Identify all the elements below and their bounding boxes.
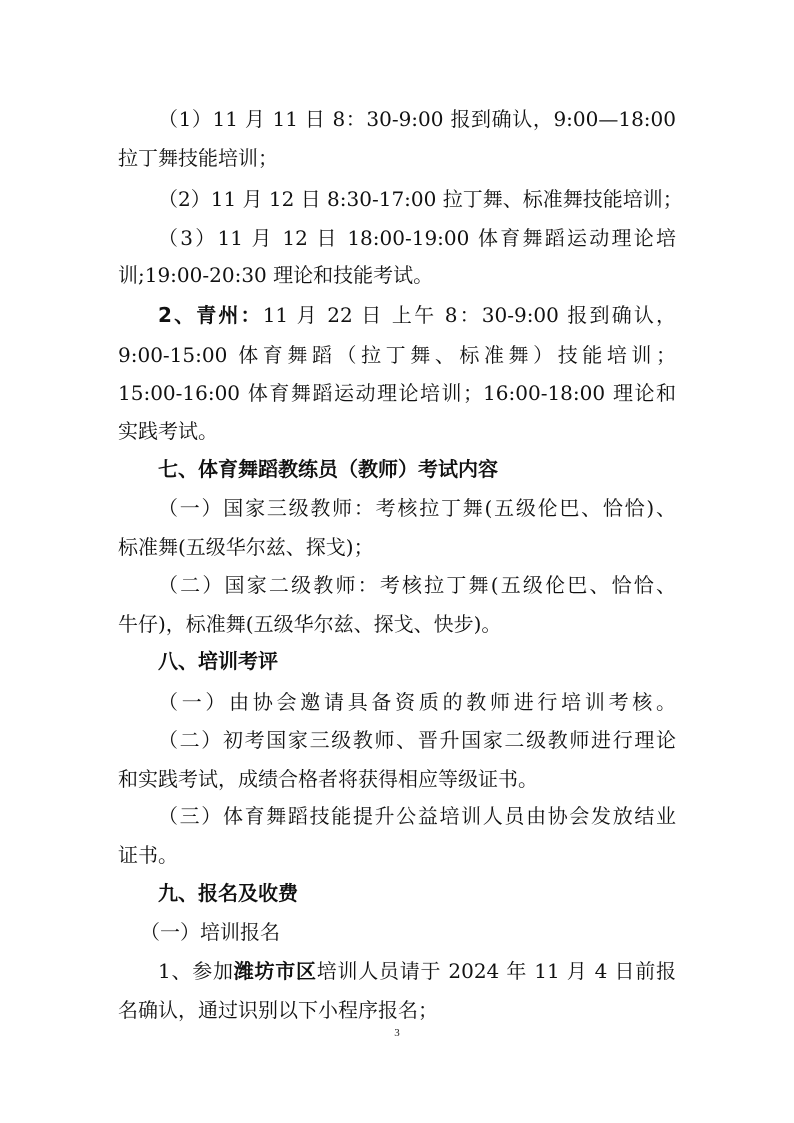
evaluation-item-3-line-1: （三）体育舞蹈技能提升公益培训人员由协会发放结业: [158, 804, 676, 828]
evaluation-item-1: （一）由协会邀请具备资质的教师进行培训考核。: [158, 690, 676, 714]
exam-item-2-line-1: （二）国家二级教师：考核拉丁舞(五级伦巴、恰恰、: [158, 573, 676, 597]
qingzhou-line-4: 实践考试。: [118, 419, 218, 443]
section-9-heading: 九、报名及收费: [158, 881, 298, 905]
qingzhou-line-2: 9:00-15:00 体育舞蹈（拉丁舞、标准舞）技能培训；: [118, 343, 676, 367]
qingzhou-label: 2、青州：: [158, 303, 263, 327]
registration-item-1-prefix: 1、参加: [158, 959, 234, 983]
qingzhou-line-1: [158, 302, 676, 328]
evaluation-item-3-line-2: 证书。: [118, 843, 178, 867]
section-7-heading: 七、体育舞蹈教练员（教师）考试内容: [158, 457, 498, 481]
registration-subheading: （一）培训报名: [140, 920, 280, 944]
evaluation-item-2-line-1: （二）初考国家三级教师、晋升国家二级教师进行理论: [158, 728, 676, 752]
schedule-item-1-line-1: （1）11 月 11 日 8：30-9:00 报到确认，9:00—18:00: [158, 107, 676, 131]
exam-item-1-line-2: 标准舞(五级华尔兹、探戈)；: [118, 535, 374, 559]
registration-item-1-line-1: [158, 958, 676, 984]
exam-item-1-line-1: （一）国家三级教师：考核拉丁舞(五级伦巴、恰恰)、: [158, 496, 676, 520]
section-8-heading: 八、培训考评: [158, 649, 278, 673]
schedule-item-3-line-1: （3）11 月 12 日 18:00-19:00 体育舞蹈运动理论培: [158, 226, 676, 250]
exam-item-2-line-2: 牛仔)，标准舞(五级华尔兹、探戈、快步)。: [118, 612, 502, 636]
evaluation-item-2-line-2: 和实践考试，成绩合格者将获得相应等级证书。: [118, 767, 538, 791]
schedule-item-3-line-2: 训;19:00-20:30 理论和技能考试。: [118, 263, 434, 287]
schedule-item-1-line-2: 拉丁舞技能培训；: [118, 146, 278, 170]
qingzhou-line-1-text: 11 月 22 日 上午 8：30-9:00 报到确认，: [262, 303, 677, 327]
schedule-item-2-line-1: （2）11 月 12 日 8:30-17:00 拉丁舞、标准舞技能培训；: [158, 187, 683, 211]
registration-item-1-line-2: 名确认，通过识别以下小程序报名；: [118, 998, 438, 1022]
page-number: 3: [394, 1027, 400, 1039]
registration-city-bold: 潍坊市区: [233, 959, 317, 983]
registration-item-1-line-1-text: 培训人员请于 2024 年 11 月 4 日前报: [316, 959, 676, 983]
qingzhou-line-3: 15:00-16:00 体育舞蹈运动理论培训；16:00-18:00 理论和: [118, 381, 676, 405]
